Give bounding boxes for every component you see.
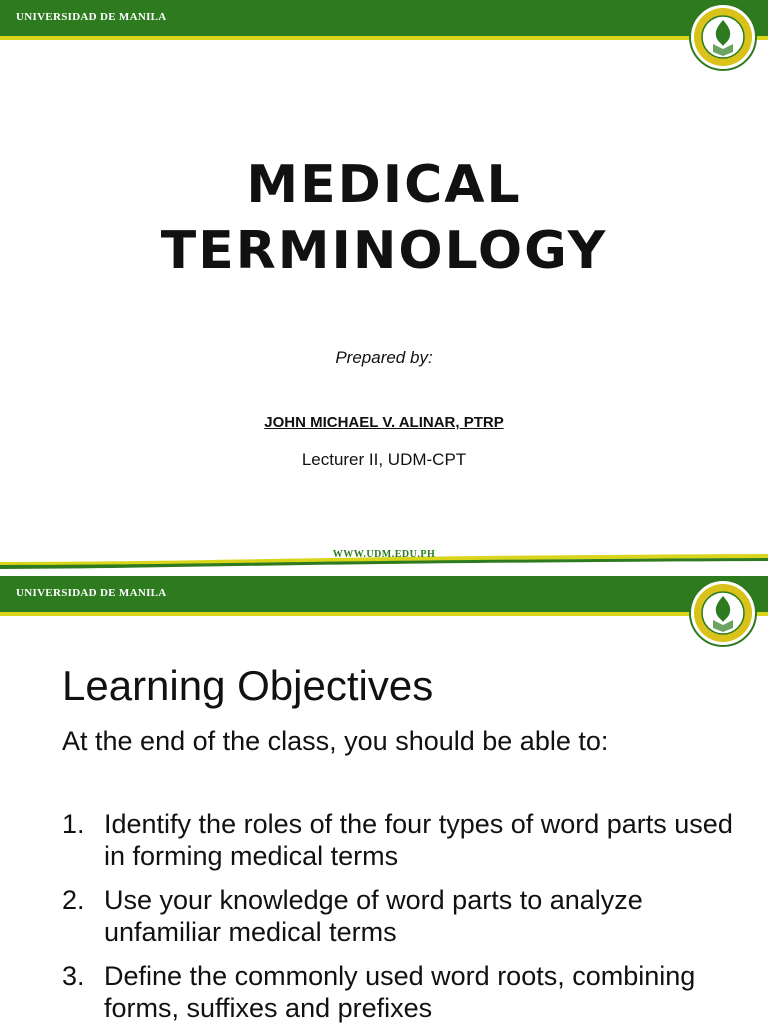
header-accent-line <box>0 612 768 616</box>
author-name-text: JOHN MICHAEL V. ALINAR, PTRP <box>264 414 504 431</box>
university-name: UNIVERSIDAD DE MANILA <box>16 11 167 23</box>
header-bar <box>0 0 768 36</box>
slide-title-line-1: MEDICAL <box>246 155 522 215</box>
slide-title-line-2: TERMINOLOGY <box>160 221 608 281</box>
list-item-text: Use your knowledge of word parts to analyze unfamiliar medical terms <box>104 885 643 947</box>
university-seal-icon <box>688 578 758 648</box>
header-accent-line <box>0 36 768 40</box>
footer-website: WWW.UDM.EDU.PH <box>332 549 436 560</box>
objectives-list <box>62 808 752 1024</box>
list-item-text: Define the commonly used word roots, combining forms, suffixes and prefixes <box>104 961 696 1023</box>
objectives-intro: At the end of the class, you should be able to: <box>62 726 609 756</box>
list-item-text: Identify the roles of the four types of word parts used in forming medical terms <box>104 809 733 871</box>
list-item <box>62 808 752 872</box>
objectives-title: Learning Objectives <box>62 662 434 709</box>
university-seal-icon <box>688 2 758 72</box>
list-item-number: 2. <box>62 885 85 915</box>
list-item-number: 3. <box>62 961 85 991</box>
author-name <box>0 414 768 431</box>
author-role: Lecturer II, UDM-CPT <box>301 450 467 469</box>
prepared-by-label: Prepared by: <box>335 348 433 367</box>
list-item <box>62 884 752 948</box>
objectives-slide <box>0 576 768 1024</box>
header-bar <box>0 576 768 612</box>
list-item <box>62 960 752 1024</box>
university-name: UNIVERSIDAD DE MANILA <box>16 587 167 599</box>
list-item-number: 1. <box>62 809 85 839</box>
